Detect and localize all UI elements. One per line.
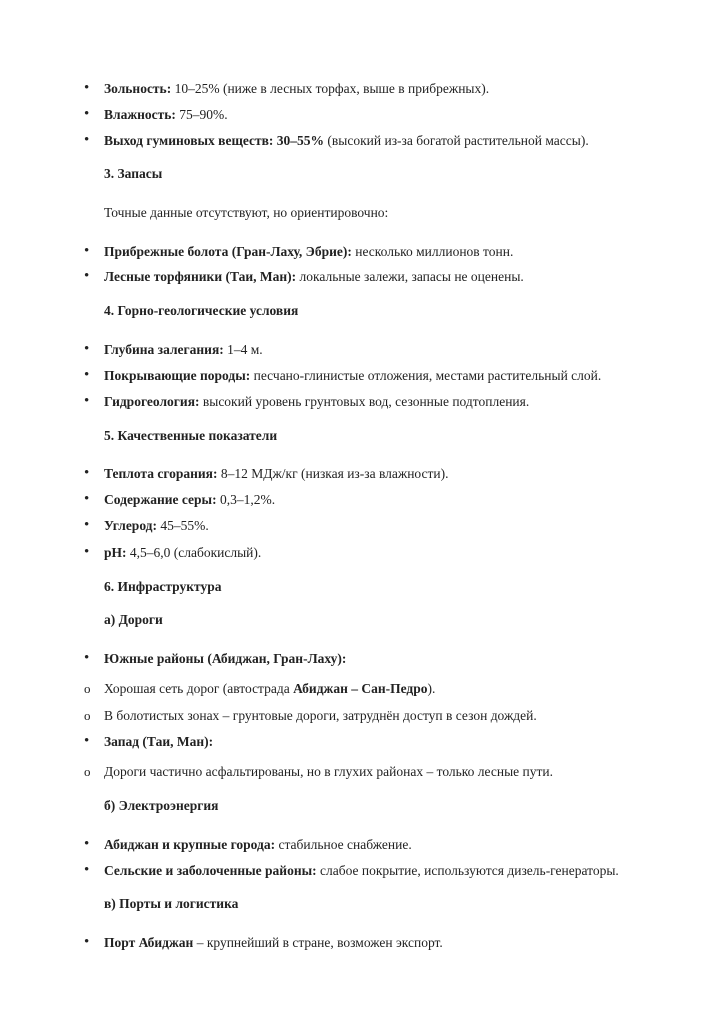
item-text: 8–12 МДж/кг (низкая из-за влажности). [217, 466, 449, 481]
bullet-icon: • [84, 341, 90, 357]
bullet-icon: • [84, 836, 90, 852]
item-label: Теплота сгорания: [104, 466, 218, 481]
item-label: Абиджан и крупные города: [104, 837, 276, 852]
item-label: Лесные торфяники (Таи, Ман): [104, 269, 297, 284]
item-text: 0,3–1,2%. [216, 492, 276, 507]
bullet-icon: • [84, 80, 90, 96]
bullet-icon: • [84, 465, 90, 481]
bullet-icon: • [84, 367, 90, 383]
bullet-icon: • [84, 517, 90, 533]
item-text: высокий уровень грунтовых вод, сезонные подтопления. [199, 394, 530, 409]
item-label: Покрывающие породы: [104, 368, 251, 383]
item-text: песчано-глинистые отложения, местами растительный слой. [250, 368, 602, 383]
bullet-icon: • [84, 934, 90, 950]
item-label: pH: [104, 545, 127, 560]
item-text: 45–55%. [157, 518, 209, 533]
item-label: Углерод: [104, 518, 158, 533]
item-text: стабильное снабжение. [275, 837, 412, 852]
item-text: 10–25% (ниже в лесных торфах, выше в прибрежных). [171, 81, 490, 96]
bullet-icon: • [84, 491, 90, 507]
circle-bullet-icon: o [84, 708, 91, 723]
bullet-icon: • [84, 268, 90, 284]
item-label: Прибрежные болота (Гран-Лаху, Эбрие): [104, 244, 352, 259]
item-text: 75–90%. [175, 107, 228, 122]
item-label: Зольность: [104, 81, 172, 96]
item-text: 4,5–6,0 (слабокислый). [126, 545, 262, 560]
item-text: 1–4 м. [223, 342, 263, 357]
item-text: локальные залежи, запасы не оценены. [296, 269, 524, 284]
item-text: слабое покрытие, используются дизель-генераторы. [316, 863, 619, 878]
item-label: Южные районы (Абиджан, Гран-Лаху): [104, 651, 347, 666]
item-label: Порт Абиджан [104, 935, 194, 950]
circle-bullet-icon: o [84, 764, 91, 779]
item-label: Гидрогеология: [104, 394, 200, 409]
item-label: Содержание серы: [104, 492, 217, 507]
bullet-icon: • [84, 544, 90, 560]
item-text: – крупнейший в стране, возможен экспорт. [193, 935, 443, 950]
item-label: Запад (Таи, Ман): [104, 734, 214, 749]
item-text: (высокий из-за богатой растительной массы). [324, 133, 589, 148]
item-label: Глубина залегания: [104, 342, 224, 357]
bullet-icon: • [84, 393, 90, 409]
item-label: Влажность: [104, 107, 176, 122]
circle-bullet-icon: o [84, 681, 91, 696]
item-text: несколько миллионов тонн. [351, 244, 514, 259]
bullet-icon: • [84, 243, 90, 259]
bullet-icon: • [84, 650, 90, 666]
bullet-icon: • [84, 862, 90, 878]
item-label: Выход гуминовых веществ: 30–55% [104, 133, 325, 148]
item-label: Сельские и заболоченные районы: [104, 863, 317, 878]
bullet-icon: • [84, 733, 90, 749]
bullet-icon: • [84, 106, 90, 122]
bullet-icon: • [84, 132, 90, 148]
